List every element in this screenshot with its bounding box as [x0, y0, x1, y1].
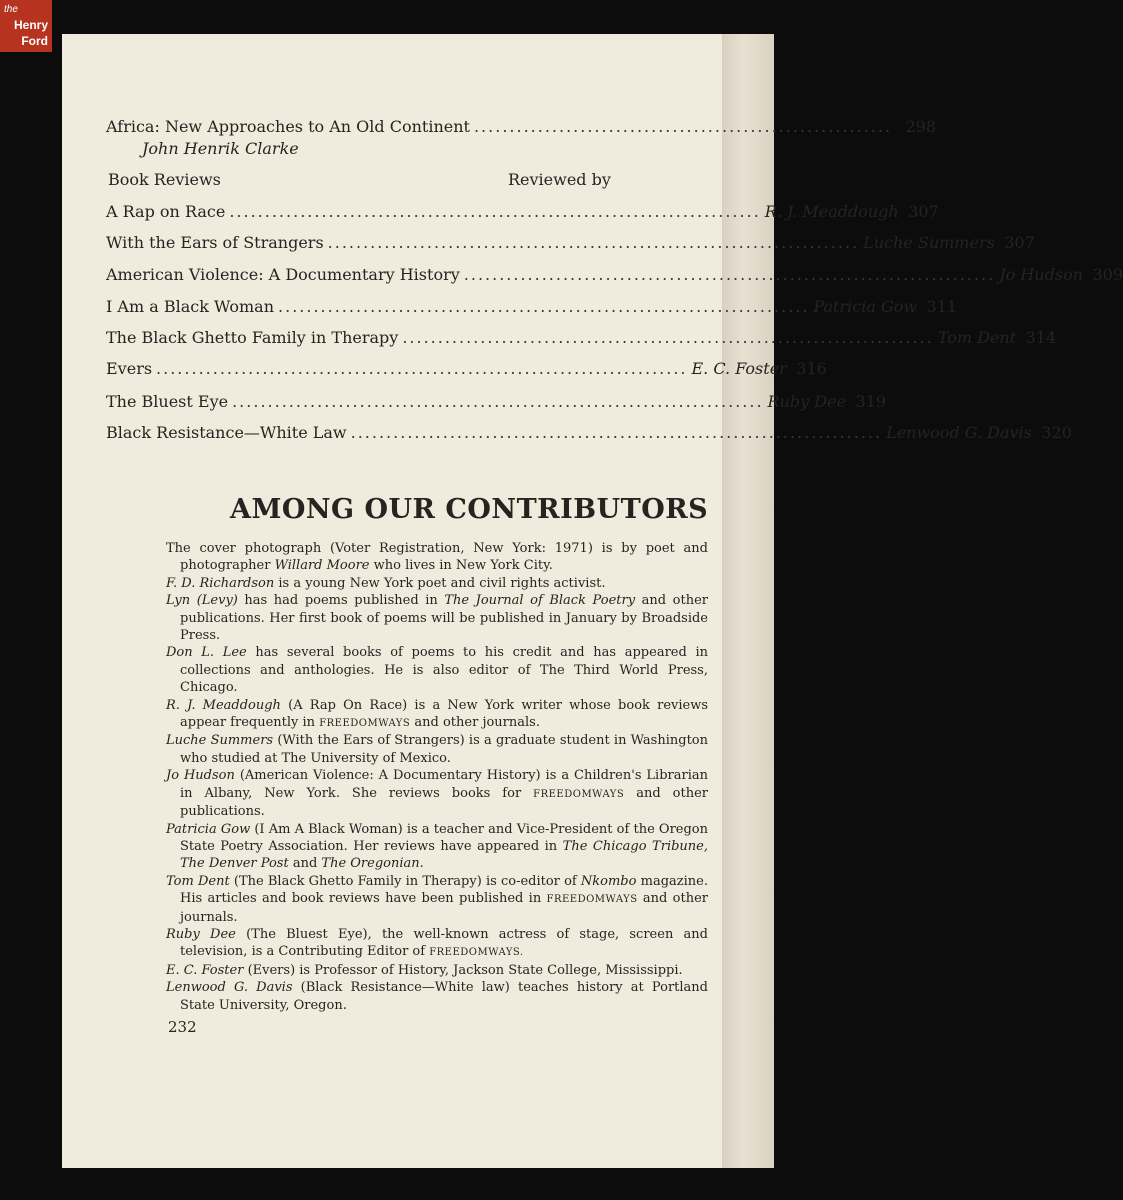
contributor-entry — [166, 873, 708, 926]
dot-leader: ........................................................................... — [232, 392, 764, 411]
entry-text: (American Violence: A Documentary History) is a Children's Librarian in Albany, New York. She reviews books for — [180, 768, 708, 801]
contributor-entry — [166, 540, 708, 575]
review-title: The Black Ghetto Family in Therapy — [106, 328, 399, 347]
journal-name: FREEDOMWAYS — [546, 894, 638, 906]
review-reviewer: Patricia Gow — [813, 297, 918, 316]
entry-text: has had poems published in — [237, 593, 445, 609]
contributor-name: Lenwood G. Davis — [166, 980, 293, 996]
contributor-name: Lyn (Levy) — [166, 593, 238, 609]
contributor-name: Jo Hudson — [166, 768, 235, 784]
review-row — [106, 264, 1123, 286]
dot-leader: ........................................................................... — [402, 328, 934, 347]
review-reviewer: Lenwood G. Davis — [886, 423, 1032, 442]
review-title: Black Resistance—White Law — [106, 423, 347, 442]
entry-text: and other journals. — [180, 891, 708, 925]
reviewed-by-label: Reviewed by — [508, 170, 611, 189]
logo-the: the — [4, 4, 18, 15]
dot-leader: ........................................................... — [473, 117, 893, 136]
review-reviewer: R. J. Meaddough — [764, 202, 899, 221]
contributor-entry — [166, 821, 708, 873]
entry-text: and other publications. — [180, 785, 708, 820]
contributor-entry — [166, 697, 708, 733]
entry-text: who lives in New York City. — [369, 558, 553, 574]
contributor-entry — [166, 767, 708, 820]
contributor-name: Willard Moore — [274, 558, 370, 574]
page-number: 232 — [168, 1018, 197, 1036]
review-reviewer: Ruby Dee — [767, 392, 847, 411]
publication-title: The Oregonian. — [321, 856, 424, 872]
dot-leader: ........................................................................... — [463, 265, 996, 284]
logo-ford: Ford — [21, 34, 48, 48]
review-page: 307 — [1004, 233, 1035, 252]
contributors-list — [166, 540, 708, 1014]
review-title: The Bluest Eye — [106, 392, 229, 411]
review-row — [106, 327, 1057, 349]
contributor-entry — [166, 926, 708, 962]
journal-name: FREEDOMWAYS. — [429, 947, 524, 959]
contributor-name: F. D. Richardson — [166, 575, 275, 591]
contributor-name: Don L. Lee — [166, 645, 247, 661]
contributor-entry — [166, 979, 708, 1014]
review-row — [106, 391, 887, 413]
contributor-name: E. C. Foster — [166, 962, 244, 978]
entry-text: (The Bluest Eye), the well-known actress of stage, screen and television, is a Contributing Editor of — [180, 926, 708, 960]
entry-text: (Black Resistance—White law) teaches history at Portland State University, Oregon. — [180, 980, 708, 1013]
review-title: Evers — [106, 359, 153, 378]
lead-article-title: Africa: New Approaches to An Old Continent — [106, 117, 470, 136]
review-title: A Rap on Race — [106, 202, 226, 221]
journal-name: FREEDOMWAYS — [319, 718, 411, 730]
contributor-entry — [166, 575, 708, 592]
entry-text: and — [288, 856, 322, 872]
contributor-name: Luche Summers — [166, 733, 274, 749]
entry-text: is a young New York poet and civil rights activist. — [274, 575, 606, 591]
publication-title: The Journal of Black Poetry — [444, 593, 636, 609]
dot-leader: ........................................................................... — [229, 202, 761, 221]
review-page: 316 — [796, 359, 827, 378]
entry-text: (With the Ears of Strangers) is a graduate student in Washington who studied at The University of Mexico. — [180, 733, 708, 766]
review-page: 319 — [855, 392, 887, 411]
review-reviewer: Jo Hudson — [999, 265, 1083, 284]
review-reviewer: Tom Dent — [937, 328, 1017, 347]
publication-title: Nkombo — [580, 873, 637, 889]
dot-leader: ........................................................................... — [278, 297, 810, 316]
contributor-name: Patricia Gow — [166, 821, 251, 837]
publication-title: The Chicago Tribune, The Denver Post — [180, 838, 708, 872]
contributor-name: Tom Dent — [166, 873, 230, 889]
dot-leader: ........................................................................... — [156, 359, 688, 378]
entry-text: and other journals. — [410, 715, 540, 731]
review-page: 320 — [1041, 423, 1072, 442]
review-reviewer: Luche Summers — [863, 233, 995, 252]
dot-leader: ........................................................................... — [350, 423, 883, 442]
logo-henry: Henry — [13, 18, 48, 32]
review-title: I Am a Black Woman — [106, 297, 275, 316]
entry-text: (A Rap On Race) is a New York writer whose book reviews appear frequently in — [180, 697, 709, 731]
contributor-entry — [166, 644, 708, 696]
book-reviews-label: Book Reviews — [108, 170, 221, 189]
review-page: 314 — [1025, 328, 1057, 347]
review-page: 309 — [1092, 265, 1123, 284]
contributor-name: R. J. Meaddough — [166, 697, 281, 713]
review-page: 307 — [908, 202, 939, 221]
section-heading: AMONG OUR CONTRIBUTORS — [230, 494, 709, 525]
lead-article-row — [106, 116, 937, 138]
review-reviewer: E. C. Foster — [691, 359, 787, 378]
contributor-entry — [166, 592, 708, 644]
entry-text: The cover photograph (Voter Registration, New York: 1971) is by poet and photographer — [166, 541, 708, 574]
review-title: With the Ears of Strangers — [106, 233, 324, 252]
review-title: American Violence: A Documentary History — [106, 265, 460, 284]
review-row — [106, 358, 827, 380]
lead-article-author: John Henrik Clarke — [142, 139, 299, 158]
entry-text: magazine. His articles and book reviews have been published in — [180, 873, 708, 907]
entry-text: (I Am A Black Woman) is a teacher and Vice-President of the Oregon State Poetry Association. Her reviews have appeared in — [180, 821, 709, 854]
dot-leader: ........................................................................... — [327, 233, 860, 252]
contributor-name: Ruby Dee — [166, 926, 236, 942]
review-page: 311 — [926, 297, 958, 316]
review-row — [106, 422, 1072, 444]
entry-text: (The Black Ghetto Family in Therapy) is co-editor of — [229, 873, 581, 889]
contributor-entry — [166, 732, 708, 767]
entry-text: has several books of poems to his credit and has appeared in collections and anthologies. He is also editor of The Third World Press, Chicago. — [180, 645, 708, 696]
entry-text: (Evers) is Professor of History, Jackson State College, Mississippi. — [243, 962, 683, 978]
contributor-entry — [166, 962, 708, 979]
journal-name: FREEDOMWAYS — [533, 788, 625, 800]
review-row — [106, 201, 939, 223]
review-row — [106, 296, 958, 318]
henry-ford-logo — [0, 0, 52, 52]
entry-text: and other publications. Her first book of poems will be published in January by Broadside Press. — [180, 593, 708, 644]
lead-article-page: 298 — [905, 117, 937, 136]
review-row — [106, 232, 1035, 254]
